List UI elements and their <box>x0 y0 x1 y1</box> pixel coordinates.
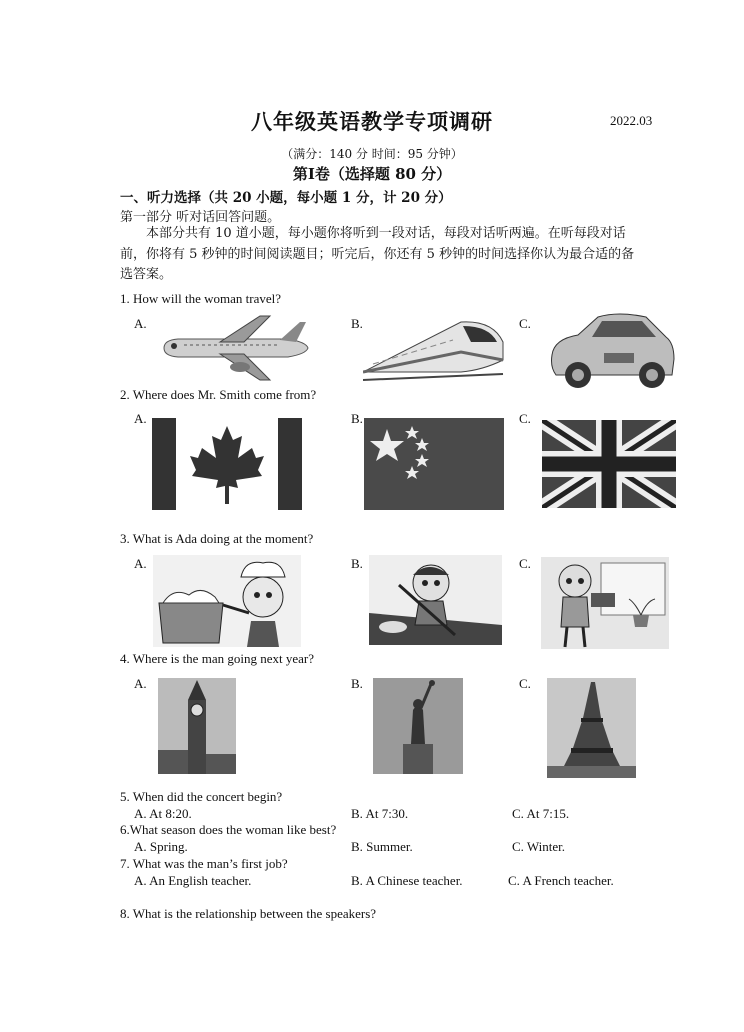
uk-flag-image <box>542 420 676 508</box>
canada-flag-image <box>152 418 302 510</box>
option-1c[interactable]: C. <box>519 316 531 331</box>
page-title: 八年级英语教学专项调研 <box>251 109 493 134</box>
china-flag-image <box>364 418 504 510</box>
option-3c[interactable]: C. <box>519 556 531 571</box>
option-7c[interactable]: C. A French teacher. <box>508 873 614 888</box>
question-5: 5. When did the concert begin? <box>120 789 283 804</box>
statue-of-liberty-image <box>373 678 463 774</box>
option-5c[interactable]: C. At 7:15. <box>512 806 570 821</box>
option-6a[interactable]: A. Spring. <box>134 839 188 854</box>
big-ben-image <box>158 678 236 774</box>
question-6: 6.What season does the woman like best? <box>120 822 337 837</box>
option-2c[interactable]: C. <box>519 411 531 426</box>
option-6c[interactable]: C. Winter. <box>512 839 566 854</box>
eiffel-tower-image <box>547 678 636 778</box>
question-1: 1. How will the woman travel? <box>120 291 282 306</box>
train-image <box>363 312 505 384</box>
question-8: 8. What is the relationship between the speakers? <box>120 906 377 921</box>
question-7: 7. What was the man’s first job? <box>120 856 288 871</box>
option-4b[interactable]: B. <box>351 676 363 691</box>
question-4: 4. Where is the man going next year? <box>120 651 314 666</box>
option-3a[interactable]: A. <box>134 556 147 571</box>
option-2b[interactable]: B. <box>351 411 363 426</box>
exam-date: 2022.03 <box>610 113 653 128</box>
part-heading: 第一部分 听对话回答问题。 <box>120 210 281 225</box>
section-heading: 一、听力选择（共 20 小题，每小题 1 分，计 20 分） <box>120 190 452 206</box>
airplane-image <box>160 312 310 384</box>
option-5a[interactable]: A. At 8:20. <box>134 806 192 821</box>
watering-plant-image <box>541 557 669 649</box>
score-time-line: （满分：140 分 时间：95 分钟） <box>281 147 463 161</box>
question-3: 3. What is Ada doing at the moment? <box>120 531 314 546</box>
option-2a[interactable]: A. <box>134 411 147 426</box>
question-2: 2. Where does Mr. Smith come from? <box>120 387 317 402</box>
option-7a[interactable]: A. An English teacher. <box>134 873 252 888</box>
car-image <box>548 309 676 391</box>
option-6b[interactable]: B. Summer. <box>351 839 413 854</box>
sweeping-image <box>369 555 502 645</box>
volume-heading: 第Ⅰ卷（选择题 80 分） <box>292 165 452 183</box>
option-5b[interactable]: B. At 7:30. <box>351 806 409 821</box>
option-4c[interactable]: C. <box>519 676 531 691</box>
option-4a[interactable]: A. <box>134 676 147 691</box>
cooking-image <box>153 555 301 647</box>
option-1b[interactable]: B. <box>351 316 363 331</box>
option-7b[interactable]: B. A Chinese teacher. <box>351 873 463 888</box>
option-1a[interactable]: A. <box>134 316 147 331</box>
instructions: 本部分共有 10 道小题，每小题你将听到一段对话，每段对话听两遍。在听每段对话前，你将有 5 秒钟的时间阅读题目；听完后，你还有 5 秒钟的时间选择你认为最合适的备选答案。 <box>120 226 635 282</box>
option-3b[interactable]: B. <box>351 556 363 571</box>
